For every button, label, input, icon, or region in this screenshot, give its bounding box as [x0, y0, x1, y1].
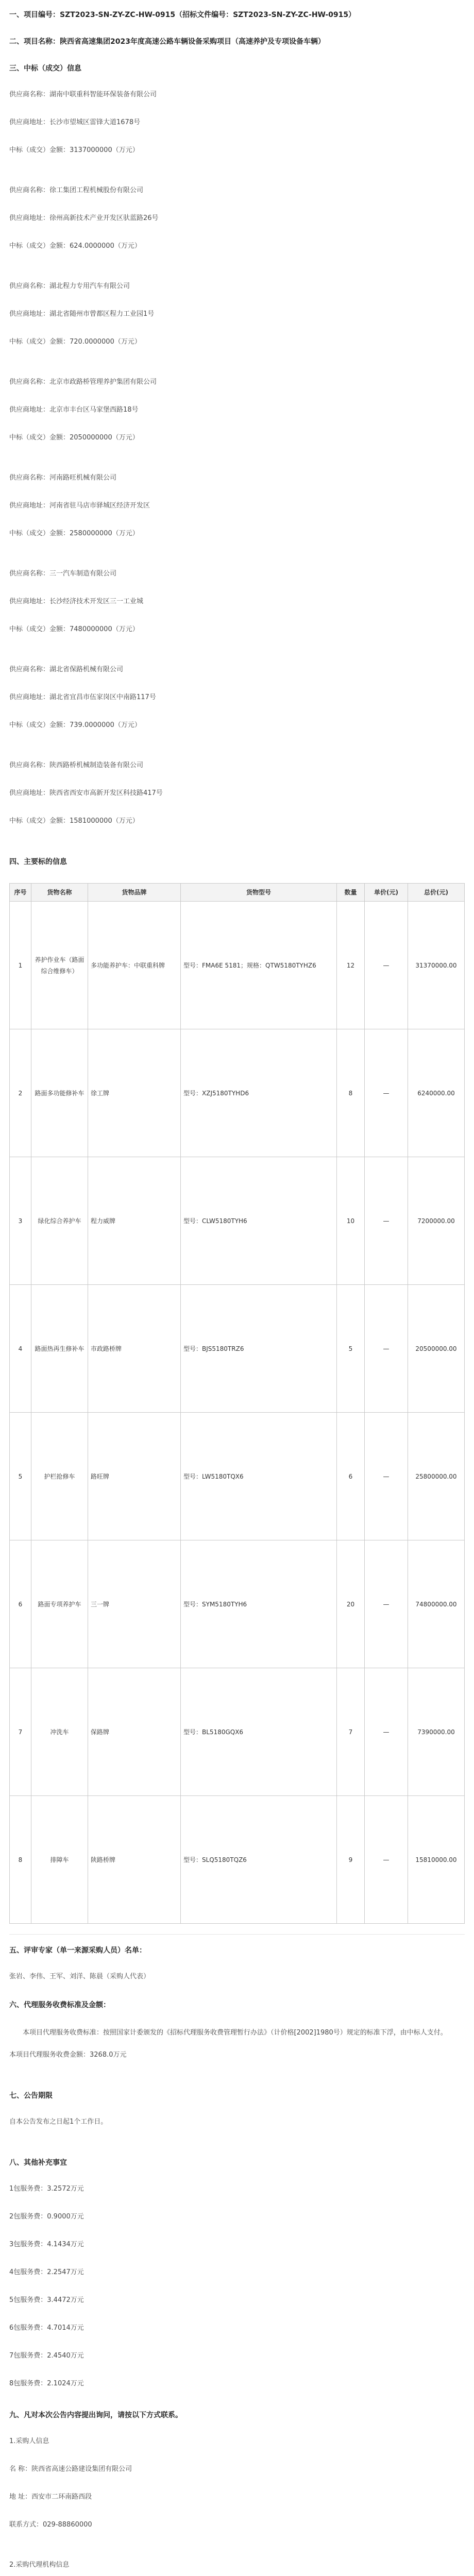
table-row: [10, 902, 465, 1029]
cell-model: 型号：XZJ5180TYHD6: [181, 1029, 337, 1157]
cell-no: 4: [10, 1285, 31, 1413]
cell-qty: 9: [337, 1796, 365, 1924]
supplier-addr: 供应商地址：北京市丰台区马家堡西路18号: [9, 406, 139, 414]
cell-model: 型号：SYM5180TYH6: [181, 1540, 337, 1668]
supplier-amount: 中标（成交）金额：720.0000000（万元）: [9, 338, 141, 346]
supplier-name: 供应商名称：陕西路桥机械制造装备有限公司: [9, 761, 144, 769]
cell-model: 型号：LW5180TQX6: [181, 1413, 337, 1540]
cell-unit: —: [365, 902, 408, 1029]
package-fee-item: 6包服务费：4.7014万元: [9, 2324, 84, 2332]
cell-name: 排障车: [31, 1796, 88, 1924]
supplier-amount: 中标（成交）金额：1581000000（万元）: [9, 817, 139, 825]
supplier-name: 供应商名称：三一汽车制造有限公司: [9, 570, 117, 578]
cell-no: 5: [10, 1413, 31, 1540]
table-row: [10, 1157, 465, 1285]
supplier-name: 供应商名称：湖北省保路机械有限公司: [9, 666, 124, 673]
cell-unit: —: [365, 1157, 408, 1285]
cell-no: 7: [10, 1668, 31, 1796]
supplier-name: 供应商名称：湖北程力专用汽车有限公司: [9, 282, 130, 290]
package-fee-item: 2包服务费：0.9000万元: [9, 2213, 84, 2221]
cell-total: 6240000.00: [408, 1029, 465, 1157]
supplier-amount: 中标（成交）金额：739.0000000（万元）: [9, 721, 141, 729]
cell-brand: 陕路桥牌: [88, 1796, 181, 1924]
cell-total: 31370000.00: [408, 902, 465, 1029]
cell-qty: 6: [337, 1413, 365, 1540]
col-model: 货物型号: [181, 884, 337, 902]
notice-period-heading: 七、公告期限: [9, 2092, 53, 2100]
cell-qty: 20: [337, 1540, 365, 1668]
cell-total: 25800000.00: [408, 1413, 465, 1540]
supplier-list: [9, 90, 465, 826]
cell-qty: 12: [337, 902, 365, 1029]
package-fee-item: 4包服务费：2.2547万元: [9, 2268, 84, 2276]
agency-heading: 2.采购代理机构信息: [9, 2561, 70, 2569]
package-fee-item: 5包服务费：3.4472万元: [9, 2296, 84, 2304]
cell-model: 型号：BJS5180TRZ6: [181, 1285, 337, 1413]
cell-brand: 徐工牌: [88, 1029, 181, 1157]
buyer-phone: 联系方式：029-88860000: [9, 2521, 92, 2529]
fee-amount: 本项目代理服务收费金额：3268.0万元: [9, 2051, 127, 2059]
supplier-name: 供应商名称：河南路旺机械有限公司: [9, 474, 117, 482]
package-fee-item: 7包服务费：2.4540万元: [9, 2352, 84, 2360]
cell-name: 绿化综合养护车: [31, 1157, 88, 1285]
table-row: [10, 1540, 465, 1668]
cell-unit: —: [365, 1668, 408, 1796]
items-table: [9, 883, 465, 1924]
supplier-amount: 中标（成交）金额：2050000000（万元）: [9, 434, 139, 442]
supplier-amount: 中标（成交）金额：7480000000（万元）: [9, 625, 139, 633]
cell-name: 路面热再生修补车: [31, 1285, 88, 1413]
package-fee-item: 1包服务费：3.2572万元: [9, 2185, 84, 2193]
cell-no: 1: [10, 902, 31, 1029]
cell-name: 路面专项养护车: [31, 1540, 88, 1668]
main-items-heading: 四、主要标的信息: [9, 858, 67, 866]
cell-no: 3: [10, 1157, 31, 1285]
col-unit: 单价(元): [365, 884, 408, 902]
cell-unit: —: [365, 1540, 408, 1668]
project-name: 二、项目名称：陕西省高速集团2023年度高速公路车辆设备采购项目（高速养护及专项设备车辆）: [9, 38, 325, 46]
supplier-addr: 供应商地址：湖北省随州市曾都区程力工业园1号: [9, 310, 155, 318]
experts-list: 张岩、李伟、王军、刘洋、陈晨（采购人代表）: [9, 1973, 150, 1980]
col-no: 序号: [10, 884, 31, 902]
package-fee-item: 8包服务费：2.1024万元: [9, 2380, 84, 2387]
cell-model: 型号：FMA6E 5181；规格：QTW5180TYHZ6: [181, 902, 337, 1029]
cell-brand: 程力威牌: [88, 1157, 181, 1285]
supplement-heading: 八、其他补充事宜: [9, 2159, 67, 2167]
cell-total: 15810000.00: [408, 1796, 465, 1924]
experts-heading: 五、评审专家（单一来源采购人员）名单：: [9, 1946, 146, 1955]
cell-total: 20500000.00: [408, 1285, 465, 1413]
supplier-addr: 供应商地址：徐州高新技术产业开发区驮蓝路26号: [9, 214, 159, 222]
table-row: [10, 1413, 465, 1540]
table-row: [10, 1796, 465, 1924]
cell-unit: —: [365, 1796, 408, 1924]
supplier-name: 供应商名称：徐工集团工程机械股份有限公司: [9, 187, 144, 194]
supplier-addr: 供应商地址：陕西省西安市高新开发区科技路417号: [9, 789, 163, 797]
buyer-heading: 1.采购人信息: [9, 2437, 49, 2445]
col-brand: 货物品牌: [88, 884, 181, 902]
cell-qty: 7: [337, 1668, 365, 1796]
col-qty: 数量: [337, 884, 365, 902]
cell-unit: —: [365, 1029, 408, 1157]
items-table-body: [10, 902, 465, 1924]
buyer-name: 名 称：陕西省高速公路建设集团有限公司: [9, 2465, 132, 2473]
cell-total: 74800000.00: [408, 1540, 465, 1668]
cell-qty: 10: [337, 1157, 365, 1285]
supplier-addr: 供应商地址：湖北省宜昌市伍家岗区中南路117号: [9, 693, 156, 701]
contact-heading: 九、凡对本次公告内容提出询问，请按以下方式联系。: [9, 2411, 182, 2419]
buyer-address: 地 址：西安市二环南路西段: [9, 2493, 92, 2501]
supplier-addr: 供应商地址：河南省驻马店市驿城区经济开发区: [9, 502, 150, 510]
cell-brand: 三一牌: [88, 1540, 181, 1668]
project-number: 一、项目编号：SZT2023-SN-ZY-ZC-HW-0915（招标文件编号：SZT2023-SN-ZY-ZC-HW-0915）: [9, 11, 356, 19]
cell-unit: —: [365, 1285, 408, 1413]
table-row: [10, 1668, 465, 1796]
cell-no: 8: [10, 1796, 31, 1924]
cell-brand: 多功能养护车：中联重科牌: [88, 902, 181, 1029]
cell-qty: 8: [337, 1029, 365, 1157]
cell-name: 路面多功能修补车: [31, 1029, 88, 1157]
cell-brand: 保路牌: [88, 1668, 181, 1796]
col-name: 货物名称: [31, 884, 88, 902]
cell-no: 6: [10, 1540, 31, 1668]
supplier-amount: 中标（成交）金额：3137000000（万元）: [9, 146, 139, 154]
award-info-heading: 三、中标（成交）信息: [9, 64, 81, 73]
fee-standard: 本项目代理服务收费标准：按照国家计委颁发的《招标代理服务收费管理暂行办法》（计价格[2002]1980号）规定的标准下浮，由中标人支付。: [23, 2029, 447, 2037]
supplier-addr: 供应商地址：长沙经济技术开发区三一工业城: [9, 598, 144, 605]
supplier-name: 供应商名称：湖南中联重科智能环保装备有限公司: [9, 91, 157, 98]
cell-total: 7200000.00: [408, 1157, 465, 1285]
supplier-addr: 供应商地址：长沙市望城区雷锋大道1678号: [9, 118, 141, 126]
package-fee-list: [9, 2184, 465, 2389]
cell-brand: 路旺牌: [88, 1413, 181, 1540]
table-row: [10, 1029, 465, 1157]
cell-qty: 5: [337, 1285, 365, 1413]
table-row: [10, 1285, 465, 1413]
cell-name: 护栏抢修车: [31, 1413, 88, 1540]
cell-total: 7390000.00: [408, 1668, 465, 1796]
cell-name: 养护作业车（路面综合维修车）: [31, 902, 88, 1029]
cell-unit: —: [365, 1413, 408, 1540]
cell-model: 型号：BL5180GQX6: [181, 1668, 337, 1796]
package-fee-item: 3包服务费：4.1434万元: [9, 2241, 84, 2248]
supplier-amount: 中标（成交）金额：2580000000（万元）: [9, 530, 139, 537]
cell-model: 型号：CLW5180TYH6: [181, 1157, 337, 1285]
cell-name: 冲洗车: [31, 1668, 88, 1796]
divider: [9, 1934, 465, 1935]
cell-no: 2: [10, 1029, 31, 1157]
supplier-name: 供应商名称：北京市政路桥管理养护集团有限公司: [9, 378, 157, 386]
fee-heading: 六、代理服务收费标准及金额：: [9, 2001, 110, 2009]
supplier-amount: 中标（成交）金额：624.0000000（万元）: [9, 242, 141, 250]
col-total: 总价(元): [408, 884, 465, 902]
notice-period-text: 自本公告发布之日起1个工作日。: [9, 2118, 108, 2126]
cell-model: 型号：SLQ5180TQZ6: [181, 1796, 337, 1924]
cell-brand: 市政路桥牌: [88, 1285, 181, 1413]
